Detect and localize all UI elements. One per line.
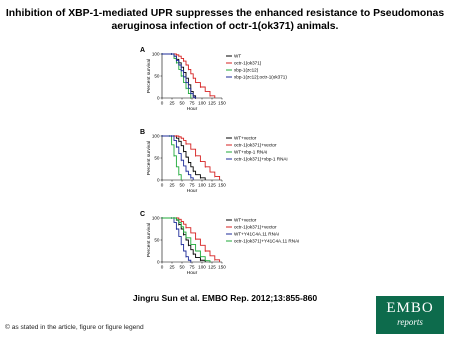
x-tick-label: 125 <box>208 182 216 188</box>
y-tick-label: 100 <box>151 133 160 139</box>
legend-label: WT+Y41C4A.11 RNAi <box>234 231 279 237</box>
x-tick-label: 75 <box>189 100 195 106</box>
series-line <box>162 136 181 180</box>
x-tick-label: 100 <box>198 264 206 270</box>
x-tick-label: 50 <box>179 182 185 188</box>
x-tick-label: 150 <box>218 100 226 106</box>
y-tick-label: 50 <box>154 73 160 79</box>
x-axis-label: Hour <box>186 271 198 276</box>
x-tick-label: 150 <box>218 182 226 188</box>
logo-top-text: EMBO <box>386 300 434 316</box>
series-line <box>162 136 205 180</box>
y-tick-label: 0 <box>156 95 160 101</box>
y-axis-label: Percent survival <box>147 222 152 258</box>
citation: Jingru Sun et al. EMBO Rep. 2012;13:855-860 <box>132 293 318 303</box>
legend-label: octr-1(ok371)+xbp-1 RNAi <box>234 156 288 162</box>
legend-label: octr-1(ok371)+vector <box>234 142 277 148</box>
x-tick-label: 50 <box>179 100 185 106</box>
legend-label: octr-1(ok371) <box>234 60 262 66</box>
panel-letter: C <box>140 211 146 218</box>
embo-reports-logo[interactable] <box>376 296 444 334</box>
x-tick-label: 100 <box>198 100 206 106</box>
panel-b <box>140 129 288 194</box>
y-axis-label: Percent survival <box>147 140 152 176</box>
legend-label: xbp-1(zc12) <box>234 67 259 73</box>
x-tick-label: 75 <box>189 264 195 270</box>
panel-a <box>140 47 287 112</box>
panel-c <box>140 211 299 276</box>
y-tick-label: 50 <box>154 237 160 243</box>
panel-letter: B <box>140 129 146 136</box>
legend-label: WT+xbp-1 RNAi <box>234 149 268 155</box>
x-axis-label: Hour <box>186 107 198 112</box>
y-tick-label: 0 <box>156 259 160 265</box>
series-line <box>162 136 220 180</box>
survival-figure <box>140 42 310 290</box>
legend-label: octr-1(ok371)+vector <box>234 224 277 230</box>
legend-label: WT+vector <box>234 135 257 141</box>
legend-label: octr-1(ok371)+Y41C4A.11 RNAi <box>234 238 300 244</box>
x-tick-label: 25 <box>169 100 175 106</box>
series-line <box>162 54 196 98</box>
y-tick-label: 0 <box>156 177 160 183</box>
y-axis-label: Percent survival <box>147 58 152 94</box>
legend-label: WT+vector <box>234 217 257 223</box>
x-tick-label: 125 <box>208 100 216 106</box>
legend-label: WT <box>234 53 242 59</box>
figure-title-line-1: Inhibition of XBP-1-mediated UPR suppresses the enhanced resistance to Pseudomonas <box>5 8 445 19</box>
logo-bottom-text: reports <box>397 317 423 327</box>
figure-title-line-2: aeruginosa infection of octr-1(ok371) animals. <box>111 20 339 32</box>
x-tick-label: 50 <box>179 264 185 270</box>
panel-letter: A <box>140 47 146 54</box>
copyright-footer: © as stated in the article, figure or figure legend <box>5 324 144 331</box>
legend-label: xbp-1(zc12);octr-1(ok371) <box>234 74 287 80</box>
x-axis-label: Hour <box>186 189 198 194</box>
x-tick-label: 125 <box>208 264 216 270</box>
y-tick-label: 50 <box>154 155 160 161</box>
x-tick-label: 75 <box>189 182 195 188</box>
x-tick-label: 0 <box>160 100 164 106</box>
x-tick-label: 100 <box>198 182 206 188</box>
x-tick-label: 25 <box>169 182 175 188</box>
x-tick-label: 0 <box>160 182 164 188</box>
y-tick-label: 100 <box>151 51 160 57</box>
figure-title <box>0 8 450 33</box>
x-tick-label: 0 <box>160 264 164 270</box>
x-tick-label: 150 <box>218 264 226 270</box>
y-tick-label: 100 <box>151 215 160 221</box>
x-tick-label: 25 <box>169 264 175 270</box>
